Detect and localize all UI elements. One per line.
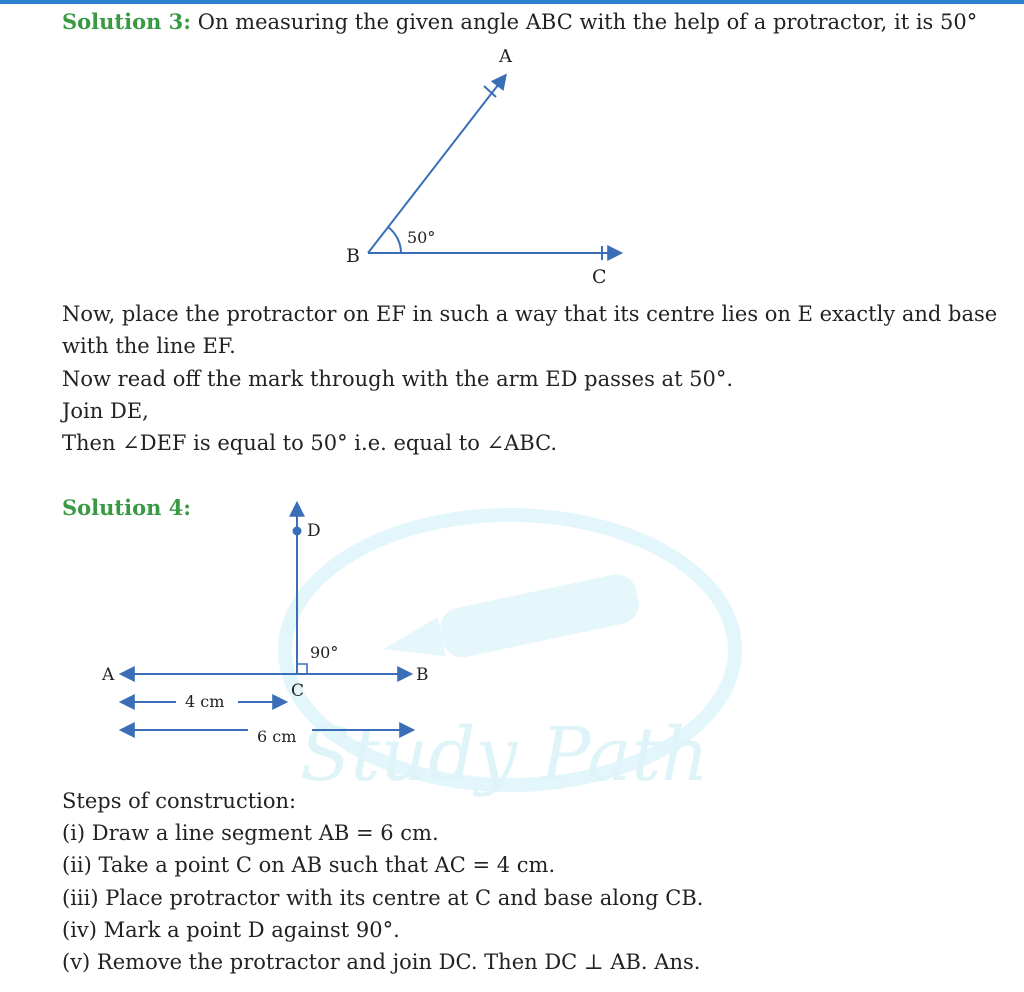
angle-abc-figure [0,0,1024,300]
label-d: D [307,521,321,541]
construction-step: (i) Draw a line segment AB = 6 cm. [62,821,439,845]
angle-label: 90° [310,643,339,662]
right-angle-mark [297,664,307,674]
construction-step: (v) Remove the protractor and join DC. Then DC ⊥ AB. Ans. [62,950,701,974]
angle-arc [388,227,401,253]
construction-step: (ii) Take a point C on AB such that AC = 4 cm. [62,853,556,877]
dim-ac-label: 4 cm [185,692,225,711]
point-d [293,527,302,536]
label-a: A [499,46,512,67]
watermark-text: Study Path [300,712,709,798]
solution3-paragraph: Now read off the mark through with the arm ED passes at 50°. [62,367,734,391]
steps-title: Steps of construction: [62,789,297,813]
angle-label: 50° [407,228,436,247]
construction-step: (iv) Mark a point D against 90°. [62,918,400,942]
solution3-heading: Solution 3: [62,9,192,34]
solution3-paragraph: Join DE, [62,399,149,423]
perpendicular-figure [0,490,1024,760]
label-a: A [102,665,115,685]
label-b: B [416,665,429,685]
dim-ab-label: 6 cm [257,727,297,746]
label-c: C [291,681,305,701]
solution3-paragraph: Now, place the protractor on EF in such a way that its centre lies on E exactly and base [62,302,998,326]
solution3-paragraph: with the line EF. [62,334,236,358]
solution3-intro: On measuring the given angle ABC with the help of a protractor, it is 50° [197,10,978,34]
label-b: B [346,245,360,267]
label-c: C [592,266,607,288]
solution4-heading: Solution 4: [62,495,192,520]
solution3-paragraph: Then ∠DEF is equal to 50° i.e. equal to ∠ABC. [62,431,558,455]
construction-step: (iii) Place protractor with its centre at C and base along CB. [62,886,704,910]
